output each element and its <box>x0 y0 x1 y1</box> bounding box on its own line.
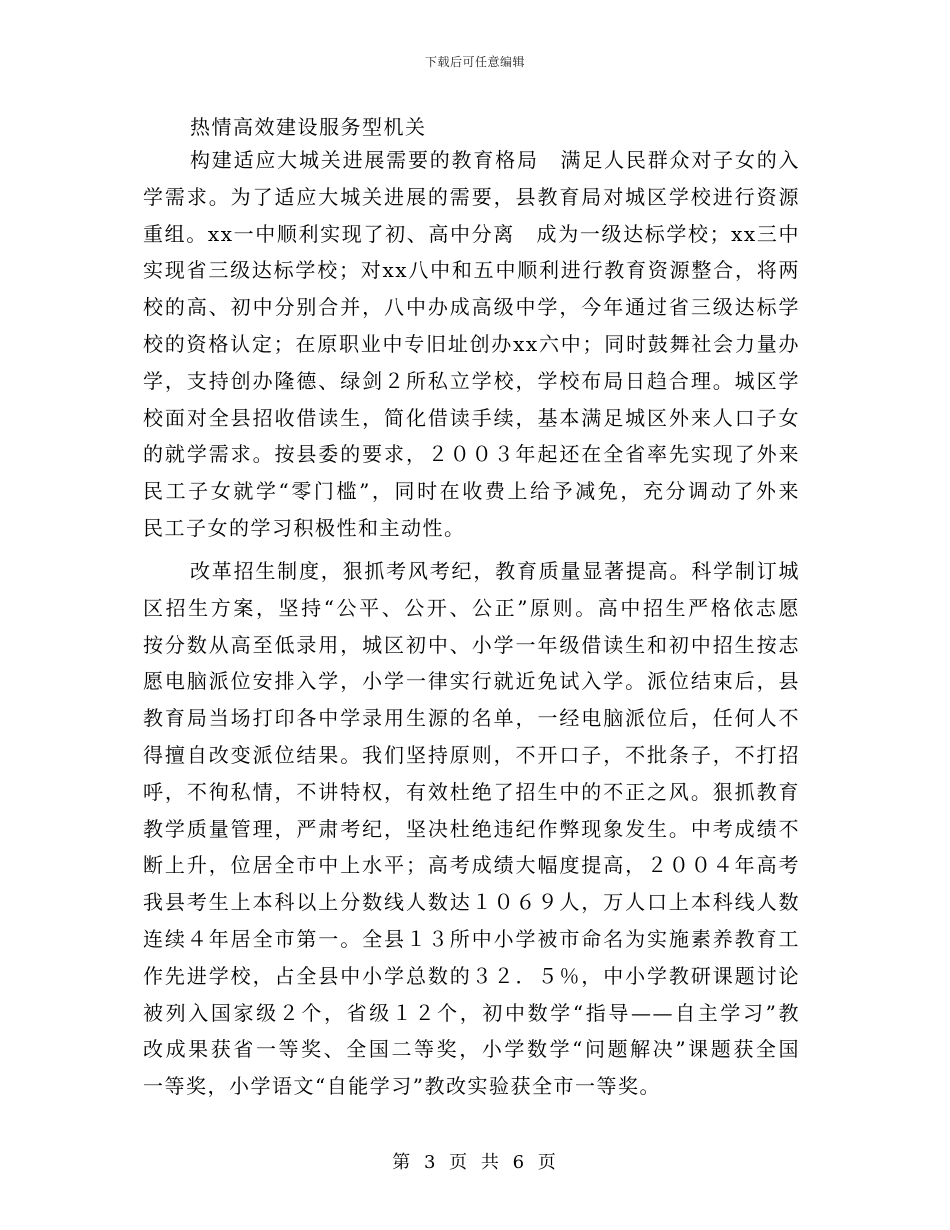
paragraph-line: 校面对全县招收借读生，简化借读手续，基本满足城区外来人口子女 <box>143 405 800 430</box>
paragraph-line: 学需求。为了适应大城关进展的需要，县教育局对城区学校进行资源 <box>143 184 800 209</box>
paragraph-line: 构建适应大城关进展需要的教育格局 满足人民群众对子女的入 <box>190 148 800 172</box>
document-title: 热情高效建设服务型机关 <box>190 115 427 139</box>
paragraph-line: 连续４年居全市第一。全县１３所中小学被市命名为实施素养教育工 <box>143 926 800 951</box>
paragraph-line: 作先进学校，占全县中小学总数的３２．５％，中小学教研课题讨论 <box>143 963 800 988</box>
paragraph-line: 重组。xx一中顺利实现了初、高中分离 成为一级达标学校；xx三中 <box>143 221 800 246</box>
paragraph-line: 校的高、初中分别合并，八中办成高级中学，今年通过省三级达标学 <box>143 295 800 320</box>
paragraph-line: 校的资格认定；在原职业中专旧址创办xx六中；同时鼓舞社会力量办 <box>143 331 800 356</box>
paragraph-line: 断上升，位居全市中上水平；高考成绩大幅度提高，２００４年高考 <box>143 853 800 878</box>
paragraph-line: 按分数从高至低录用，城区初中、小学一年级借读生和初中招生按志 <box>143 632 800 657</box>
paragraph-line: 区招生方案，坚持“公平、公开、公正”原则。高中招生严格依志愿 <box>143 595 800 620</box>
paragraph-line: 教育局当场打印各中学录用生源的名单，一经电脑派位后，任何人不 <box>143 706 800 731</box>
paragraph-line: 改革招生制度，狠抓考风考纪，教育质量显著提高。科学制订城 <box>190 559 800 583</box>
paragraph-line: 学，支持创办隆德、绿剑２所私立学校，学校布局日趋合理。城区学 <box>143 368 800 393</box>
header-note: 下载后可任意编辑 <box>424 55 525 69</box>
paragraph-line: 实现省三级达标学校；对xx八中和五中顺利进行教育资源整合，将两 <box>143 258 800 283</box>
paragraph-line: 的就学需求。按县委的要求，２００３年起还在全省率先实现了外来 <box>143 442 800 467</box>
paragraph-line: 教学质量管理，严肃考纪，坚决杜绝违纪作弊现象发生。中考成绩不 <box>143 816 800 841</box>
paragraph-line: 被列入国家级２个，省级１２个，初中数学“指导——自主学习”教 <box>143 1000 800 1025</box>
paragraph-line: 呼，不徇私情，不讲特权，有效杜绝了招生中的不正之风。狠抓教育 <box>143 779 800 804</box>
paragraph-line: 一等奖，小学语文“自能学习”教改实验获全市一等奖。 <box>143 1074 661 1099</box>
paragraph-line: 我县考生上本科以上分数线人数达１０６９人，万人口上本科线人数 <box>143 890 800 915</box>
paragraph-line: 愿电脑派位安排入学，小学一律实行就近免试入学。派位结束后，县 <box>143 669 800 694</box>
paragraph-line: 民工子女就学“零门槛”，同时在收费上给予减免，充分调动了外来 <box>143 479 800 504</box>
page-number-footer: 第 3 页 共 6 页 <box>392 1152 558 1173</box>
paragraph-2 <box>143 553 800 1105</box>
paragraph-line: 改成果获省一等奖、全国二等奖，小学数学“问题解决”课题获全国 <box>143 1037 800 1062</box>
paragraph-1 <box>143 142 800 547</box>
paragraph-line: 民工子女的学习积极性和主动性。 <box>143 515 466 540</box>
paragraph-line: 得擅自改变派位结果。我们坚持原则，不开口子，不批条子，不打招 <box>143 742 800 767</box>
